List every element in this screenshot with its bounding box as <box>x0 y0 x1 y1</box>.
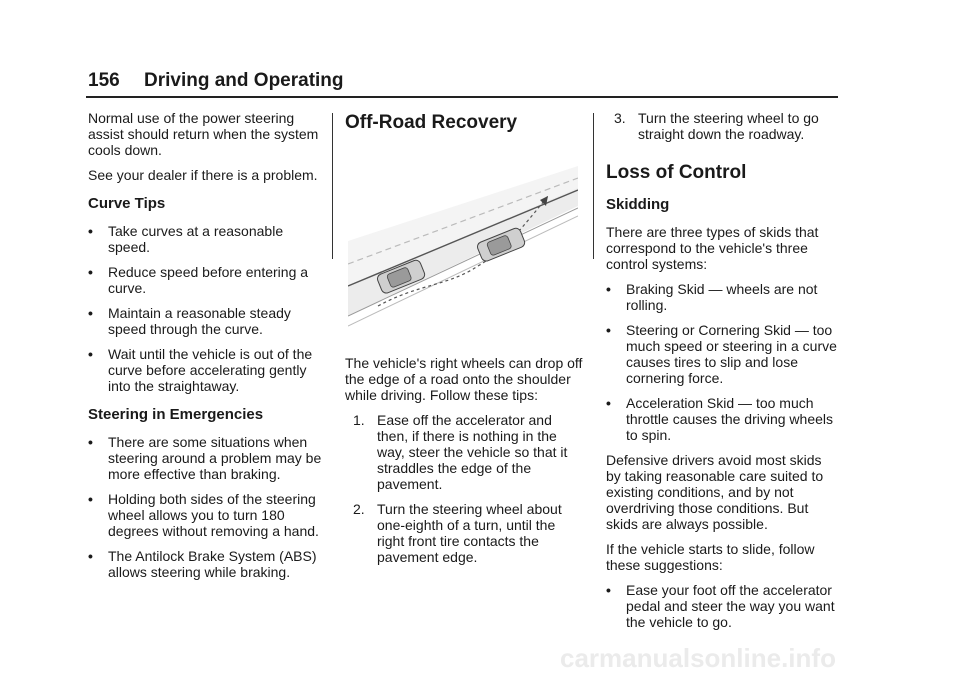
list-item-text: Wait until the vehicle is out of the curve before accelerating gently into the straightaway. <box>108 346 313 394</box>
bullet-icon: • <box>88 434 93 450</box>
list-item-text: Reduce speed before entering a curve. <box>108 264 309 296</box>
bullet-icon: • <box>88 264 93 280</box>
list-item-text: Ease your foot off the accelerator pedal and steer the way you want the vehicle to go. <box>626 582 835 630</box>
list-item-text: Braking Skid — wheels are not rolling. <box>626 281 818 313</box>
intro-paragraph-1: Normal use of the power steering assist should return when the system cools down. <box>88 110 319 158</box>
list-item <box>353 501 585 565</box>
list-item-text: The Antilock Brake System (ABS) allows steering while braking. <box>108 548 317 580</box>
list-item <box>353 412 585 492</box>
bullet-icon: • <box>606 281 611 297</box>
bullet-icon: • <box>88 223 93 239</box>
page-number: 156 <box>88 70 120 91</box>
section-title: Driving and Operating <box>144 70 344 91</box>
list-item <box>88 264 328 296</box>
skidding-heading: Skidding <box>606 196 670 213</box>
watermark: carmanualsonline.info <box>560 643 836 673</box>
column-1 <box>88 110 328 589</box>
bullet-icon: • <box>88 346 93 362</box>
loss-of-control-heading: Loss of Control <box>606 162 747 183</box>
list-item <box>88 223 328 255</box>
list-item-text: Take curves at a reasonable speed. <box>108 223 284 255</box>
list-item <box>88 548 328 580</box>
bullet-icon: • <box>88 305 93 321</box>
list-item <box>88 305 328 337</box>
column-divider-1 <box>332 113 333 259</box>
column-divider-2 <box>593 113 594 259</box>
list-item-text: Holding both sides of the steering wheel allows you to turn 180 degrees without removing a hand. <box>108 491 319 539</box>
off-road-paragraph: The vehicle's right wheels can drop off the edge of a road onto the shoulder while driving. Follow these tips: <box>345 355 583 403</box>
skidding-intro: There are three types of skids that correspond to the vehicle's three control systems: <box>606 224 819 272</box>
step-text: Turn the steering wheel about one-eighth of a turn, until the right front tire contacts the pavement edge. <box>377 501 562 565</box>
list-item-text: Acceleration Skid — too much throttle causes the driving wheels to spin. <box>626 395 833 443</box>
bullet-icon: • <box>88 548 93 564</box>
bullet-icon: • <box>88 491 93 507</box>
list-item-text: Maintain a reasonable steady speed through the curve. <box>108 305 291 337</box>
header-rule <box>86 96 838 98</box>
list-item <box>88 491 328 539</box>
bullet-icon: • <box>606 395 611 411</box>
step-number: 2. <box>353 501 365 517</box>
steering-emergencies-heading: Steering in Emergencies <box>88 406 264 423</box>
step-number: 1. <box>353 412 365 428</box>
list-item <box>606 281 838 313</box>
list-item-text: There are some situations when steering around a problem may be more effective than braking. <box>108 434 322 482</box>
slide-paragraph: If the vehicle starts to slide, follow these suggestions: <box>606 541 815 573</box>
step-text: Turn the steering wheel to go straight down the roadway. <box>638 110 819 142</box>
curve-tips-heading: Curve Tips <box>88 195 166 212</box>
step-number: 3. <box>614 110 626 126</box>
list-item <box>606 582 838 630</box>
list-item <box>88 346 328 394</box>
page-header <box>88 70 838 98</box>
list-item <box>614 110 838 142</box>
list-item <box>606 395 838 443</box>
list-item <box>606 322 838 386</box>
column-3 <box>606 110 838 639</box>
off-road-recovery-heading: Off-Road Recovery <box>345 112 518 133</box>
column-2 <box>345 110 585 574</box>
list-item-text: Steering or Cornering Skid — too much speed or steering in a curve causes tires to slip and lose cornering force. <box>626 322 837 386</box>
bullet-icon: • <box>606 582 611 598</box>
intro-paragraph-2: See your dealer if there is a problem. <box>88 167 318 183</box>
list-item <box>88 434 328 482</box>
step-text: Ease off the accelerator and then, if there is nothing in the way, steer the vehicle so that it straddles the edge of the pavement. <box>377 412 568 492</box>
defensive-drivers-paragraph: Defensive drivers avoid most skids by taking reasonable care suited to existing conditions, and by not overdriving those conditions. But skids are always possible. <box>606 452 824 532</box>
bullet-icon: • <box>606 322 611 338</box>
off-road-recovery-illustration <box>348 166 578 341</box>
